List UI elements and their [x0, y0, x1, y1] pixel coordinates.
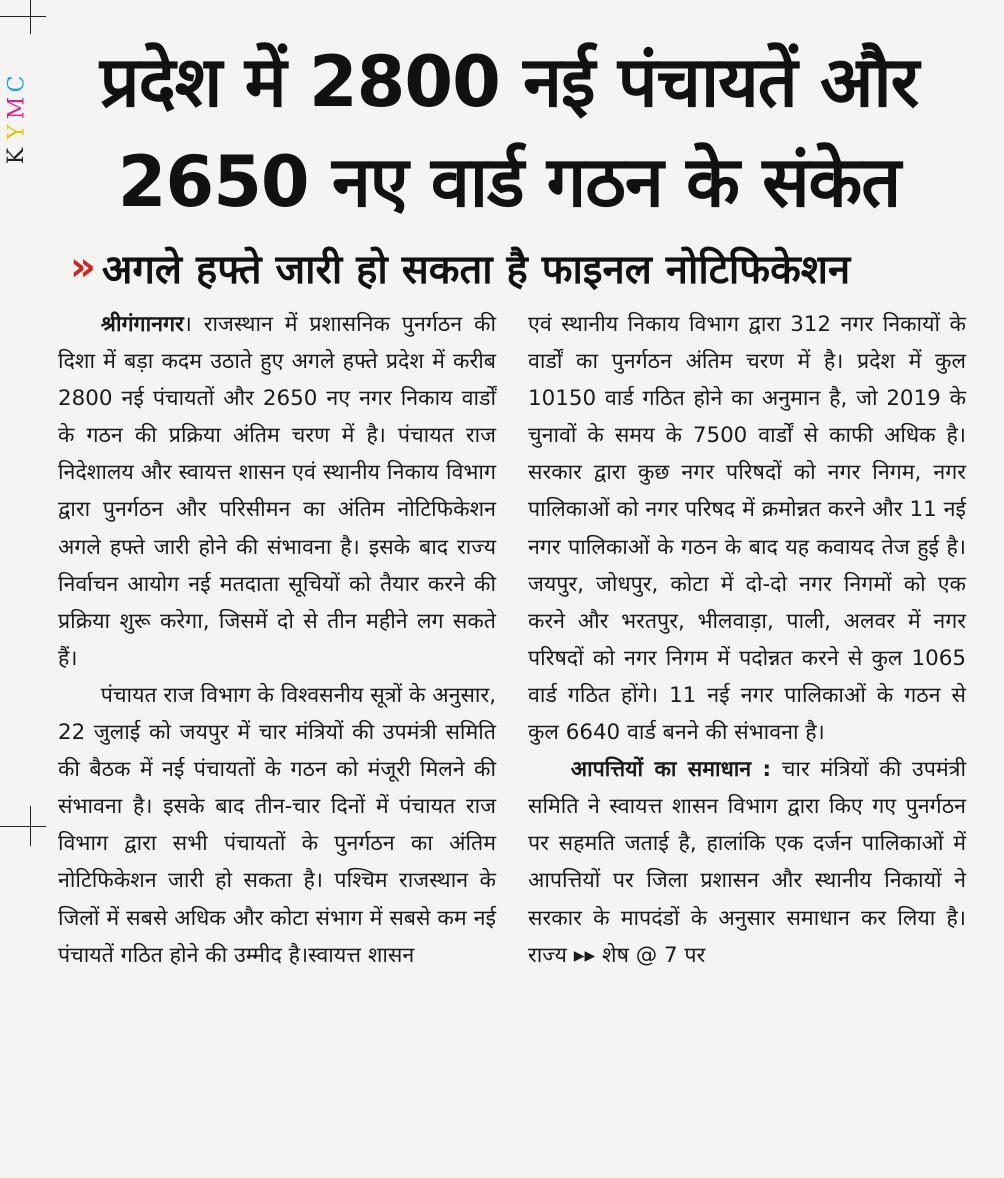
article-column-left: [58, 306, 496, 974]
double-chevron-icon: »: [70, 244, 90, 290]
continued-on-page: शेष @ 7 पर: [602, 942, 706, 968]
section-subheading: आपत्तियों का समाधान :: [570, 757, 772, 783]
crop-mark: [30, 806, 31, 846]
article-paragraph: [58, 306, 496, 677]
article-text: चार मंत्रियों की उपमंत्री समिति ने स्वायत्त शासन विभाग द्वारा किए गए पुनर्गठन पर सहमति जताई है, हालांकि एक दर्जन पालिकाओं में आपत्तियों पर जिला प्रशासन और स्थानीय निकायों ने सरकार के मापदंडों के अनुसार समाधान कर लिया है। राज्य: [528, 757, 966, 968]
continued-arrow-icon: ▸▸: [573, 942, 596, 968]
headline-line-2: 2650 नए वार्ड गठन के संकेत: [117, 141, 901, 223]
subheadline: [70, 238, 970, 296]
article-paragraph: पंचायत राज विभाग के विश्वसनीय सूत्रों के अनुसार, 22 जुलाई को जयपुर में चार मंत्रियों की उपमंत्री समिति की बैठक में नई पंचायतों के गठन को मंजूरी मिलने की संभावना है। इसके बाद तीन-चार दिनों में पंचायत राज विभाग द्वारा सभी पंचायतों के पुनर्गठन का अंतिम नोटिफिकेशन जारी हो सकता है। पश्चिम राजस्थान के जिलों में सबसे अधिक और कोटा संभाग में सबसे कम नई पंचायतें गठित होने की उम्मीद है।स्वायत्त शासन: [58, 682, 496, 968]
crop-mark: [0, 826, 46, 827]
article-column-right: [528, 306, 966, 974]
article-text: । राजस्थान में प्रशासनिक पुनर्गठन की दिशा में बड़ा कदम उठाते हुए अगले हफ्ते प्रदेश में करीब 2800 नई पंचायतों और 2650 नए नगर निकाय वार्डों के गठन की प्रक्रिया अंतिम चरण में है। पंचायत राज निदेशालय और स्वायत्त शासन एवं स्थानीय निकाय विभाग द्वारा पुनर्गठन और परिसीमन का अंतिम नोटिफिकेशन अगले हफ्ते जारी होने की संभावना है। इसके बाद राज्य निर्वाचन आयोग नई मतदाता सूचियों को तैयार करने की प्रक्रिया शुरू करेगा, जिसमें दो से तीन महीने लग सकते हैं।: [58, 312, 496, 671]
crop-mark: [0, 16, 46, 17]
article-paragraph: एवं स्थानीय निकाय विभाग द्वारा 312 नगर निकायों के वार्डों का पुनर्गठन अंतिम चरण में है। प्रदेश में कुल 10150 वार्ड गठित होने का अनुमान है, जो 2019 के चुनावों के समय के 7500 वार्डों से काफी अधिक है। सरकार द्वारा कुछ नगर परिषदों को नगर निगम, नगर पालिकाओं को नगर परिषद में क्रमोन्नत करने और 11 नई नगर पालिकाओं के गठन के बाद यह कवायद तेज हुई है। जयपुर, जोधपुर, कोटा में दो-दो नगर निगमों को एक करने और भरतपुर, भीलवाड़ा, पाली, अलवर में नगर परिषदों को नगर निगम में पदोन्नत करने से कुल 1065 वार्ड गठित होंगे। 11 नई नगर पालिकाओं के गठन से कुल 6640 वार्ड बनने की संभावना है।: [528, 312, 966, 746]
headline-line-1: प्रदेश में 2800 नई पंचायतें और: [99, 41, 919, 123]
subheadline-text: अगले हफ्ते जारी हो सकता है फाइनल नोटिफिकेशन: [101, 246, 851, 293]
cmyk-registration-label: C M Y K: [4, 75, 29, 165]
crop-mark: [30, 0, 31, 34]
article-paragraph: [528, 751, 966, 974]
dateline: श्रीगंगानगर: [100, 312, 184, 337]
adjacent-column-edge: [990, 250, 1004, 1150]
